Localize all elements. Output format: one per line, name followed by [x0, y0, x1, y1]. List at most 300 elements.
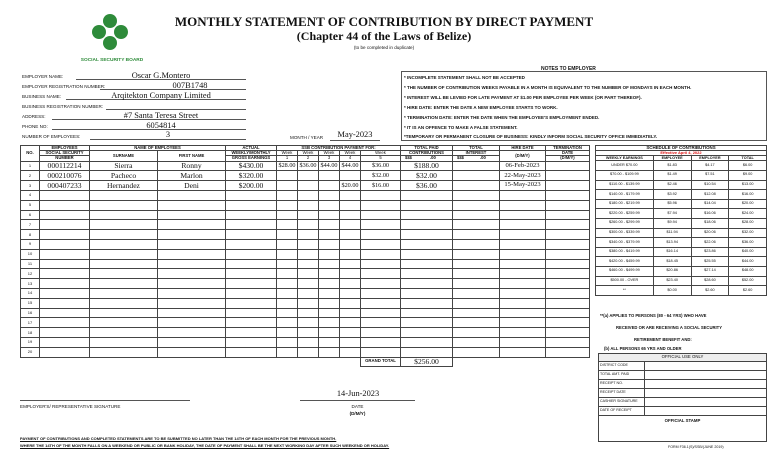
cell-gross	[226, 249, 277, 259]
col-actual-header: ACTUAL	[226, 146, 277, 151]
cell-surname	[90, 308, 158, 318]
cell-w4	[340, 347, 361, 357]
signature-line	[20, 400, 190, 401]
cell-total	[401, 279, 453, 289]
cell-surname	[90, 230, 158, 240]
schedule-cell: $340.00 - $379.99	[596, 238, 654, 248]
cell-ssn	[40, 239, 90, 249]
cell-term	[546, 181, 590, 191]
cell-gross: $200.00	[226, 181, 277, 191]
cell-w1	[277, 181, 298, 191]
cell-w3	[319, 269, 340, 279]
schedule-note-2: RECEIVED OR ARE RECEIVING A SOCIAL SECURITY	[616, 325, 723, 330]
logo-text: SOCIAL SECURITY BOARD	[80, 58, 144, 63]
cell-w1	[277, 249, 298, 259]
schedule-cell: $16.00	[729, 190, 767, 200]
cell-surname	[90, 259, 158, 269]
cell-w4	[340, 191, 361, 201]
cell-w2	[298, 200, 319, 210]
cell-hire	[500, 200, 546, 210]
cell-term	[546, 259, 590, 269]
schedule-cell: $22.06	[691, 238, 729, 248]
cell-no: 7	[21, 220, 40, 230]
cell-w5	[361, 337, 401, 347]
schedule-effective: Effective April 4, 2022	[596, 151, 767, 156]
table-row	[21, 239, 590, 249]
cell-hire	[500, 269, 546, 279]
cell-surname	[90, 269, 158, 279]
cell-w1	[277, 230, 298, 240]
schedule-col-header: EMPLOYEE	[653, 156, 691, 161]
schedule-cell: $24.00	[729, 209, 767, 219]
cell-gross	[226, 230, 277, 240]
cell-gross	[226, 259, 277, 269]
duplicate-note: (to be completed in duplicate)	[353, 45, 415, 50]
cell-ssn	[40, 220, 90, 230]
note-item: * TERMINATION DATE: ENTER THE DATE WHEN THE EMPLOYEE'S EMPLOYMENT ENDED.	[404, 115, 600, 120]
week-header: Week	[277, 151, 298, 156]
cell-no: 19	[21, 337, 40, 347]
cell-term	[546, 308, 590, 318]
schedule-cell: $7.51	[691, 171, 729, 181]
schedule-cell: $25.55	[691, 257, 729, 267]
table-row	[21, 328, 590, 338]
schedule-cell: $300.00 - $339.99	[596, 228, 654, 238]
cell-hire	[500, 308, 546, 318]
cell-w1	[277, 318, 298, 328]
cell-ssn	[40, 298, 90, 308]
cell-first: Deni	[158, 181, 226, 191]
cell-first	[158, 239, 226, 249]
cell-no: 9	[21, 239, 40, 249]
official-use-label: CASHIER SIGNATURE	[599, 398, 645, 407]
col-names-header: NAME OF EMPLOYEES	[90, 146, 226, 151]
cell-no: 11	[21, 259, 40, 269]
cell-w1	[277, 239, 298, 249]
cell-w5	[361, 328, 401, 338]
cell-term	[546, 220, 590, 230]
schedule-row	[596, 247, 767, 257]
table-row	[21, 337, 590, 347]
official-use-title: OFFICIAL USE ONLY	[599, 354, 767, 362]
cell-w4	[340, 337, 361, 347]
schedule-cell: $23.86	[691, 247, 729, 257]
col-first-header: FIRST NAME	[158, 151, 226, 161]
schedule-cell: $23.40	[653, 276, 691, 286]
cell-no: 15	[21, 298, 40, 308]
cell-interest	[453, 200, 500, 210]
cell-term	[546, 171, 590, 181]
cell-ssn	[40, 191, 90, 201]
phone-label: PHONE NO:	[22, 124, 48, 129]
schedule-table	[595, 145, 767, 296]
cell-surname	[90, 220, 158, 230]
cell-total	[401, 328, 453, 338]
official-use-label: RECEIPT NO.	[599, 380, 645, 389]
schedule-cell: $1.83	[653, 161, 691, 171]
cell-first: Marlon	[158, 171, 226, 181]
cell-term	[546, 347, 590, 357]
official-use-row	[599, 398, 767, 407]
note-item: * INCOMPLETE STATEMENT SHALL NOT BE ACCEPTED	[404, 75, 525, 80]
cell-term	[546, 269, 590, 279]
cell-no: 6	[21, 210, 40, 220]
schedule-cell: $27.14	[691, 266, 729, 276]
cell-gross	[226, 200, 277, 210]
cell-first: Ronny	[158, 161, 226, 171]
schedule-cell: $12.08	[691, 190, 729, 200]
cell-hire	[500, 318, 546, 328]
cell-w1	[277, 171, 298, 181]
schedule-cell: $11.94	[653, 228, 691, 238]
cell-gross	[226, 220, 277, 230]
schedule-row	[596, 228, 767, 238]
cell-total	[401, 318, 453, 328]
business-name-value: Arqitekton Company Limited	[111, 91, 211, 100]
cell-w4	[340, 249, 361, 259]
col-actual-header-2: WEEKLY/MONTHLY	[226, 151, 277, 156]
cell-w2: $36.00	[299, 161, 317, 169]
cell-term	[546, 328, 590, 338]
cell-w4	[340, 200, 361, 210]
cell-gross	[226, 298, 277, 308]
cell-w4	[340, 269, 361, 279]
cell-w4	[340, 308, 361, 318]
cell-interest	[453, 181, 500, 191]
schedule-cell: $48.00	[729, 266, 767, 276]
cell-total	[401, 210, 453, 220]
cell-hire: 15-May-2023	[500, 181, 546, 191]
business-name-label: BUSINESS NAME:	[22, 94, 62, 99]
cell-hire: 22-May-2023	[500, 171, 546, 181]
note-item: * HIRE DATE: ENTER THE DATE A NEW EMPLOYEE STARTS TO WORK.	[404, 105, 558, 110]
cell-w2	[298, 171, 319, 181]
cell-w4	[340, 328, 361, 338]
official-use-row	[599, 362, 767, 371]
schedule-cell: $9.00	[729, 171, 767, 181]
official-use-label: DISTRICT CODE	[599, 362, 645, 371]
cell-term	[546, 210, 590, 220]
cell-hire	[500, 279, 546, 289]
cell-w2	[298, 191, 319, 201]
cell-w4	[340, 210, 361, 220]
cell-first	[158, 337, 226, 347]
cell-first	[158, 279, 226, 289]
cell-no: 12	[21, 269, 40, 279]
schedule-cell: $44.00	[729, 257, 767, 267]
cell-interest	[453, 337, 500, 347]
week-header: Week	[298, 151, 319, 156]
cell-w3	[319, 288, 340, 298]
cell-w5	[361, 259, 401, 269]
date-format-label: (D/M/Y)	[349, 411, 366, 416]
official-use-row	[599, 371, 767, 380]
week-header: Week	[319, 151, 340, 156]
cell-w2	[298, 318, 319, 328]
cell-surname	[90, 249, 158, 259]
cell-no: 4	[21, 191, 40, 201]
schedule-row	[596, 238, 767, 248]
schedule-row	[596, 180, 767, 190]
cell-gross	[226, 210, 277, 220]
cell-w5	[361, 279, 401, 289]
schedule-cell: $180.00 - $219.99	[596, 199, 654, 209]
cell-w5	[361, 239, 401, 249]
cell-interest	[453, 210, 500, 220]
cell-surname: Pacheco	[90, 171, 158, 181]
cell-gross	[226, 279, 277, 289]
cell-total: $188.00	[401, 161, 453, 171]
cell-w3	[319, 249, 340, 259]
schedule-cell: $36.00	[729, 238, 767, 248]
schedule-row	[596, 218, 767, 228]
week-number: 4	[340, 156, 361, 161]
col-surname-header: SURNAME	[90, 151, 158, 161]
cell-ssn: 000112214	[40, 161, 90, 171]
official-use-value	[645, 407, 767, 416]
form-number: FORM F36.1(S)/SSB/(JUNE 2019)	[668, 445, 724, 449]
cell-interest	[453, 328, 500, 338]
cell-w3	[319, 210, 340, 220]
schedule-cell: $220.00 - $259.99	[596, 209, 654, 219]
cell-ssn: 000407233	[40, 181, 90, 191]
cell-surname	[90, 279, 158, 289]
cell-total	[401, 239, 453, 249]
notes-title: NOTES TO EMPLOYER	[541, 66, 596, 72]
cell-no: 1	[21, 161, 40, 171]
cell-w2	[298, 249, 319, 259]
cell-ssn	[40, 347, 90, 357]
employer-name-label: EMPLOYER NAME:	[22, 74, 64, 79]
cell-gross	[226, 191, 277, 201]
cell-no: 5	[21, 200, 40, 210]
cell-w4	[340, 259, 361, 269]
schedule-note-4: (b) ALL PERSONS 65 YRS AND OLDER	[604, 346, 682, 351]
schedule-cell: $40.00	[729, 247, 767, 257]
schedule-cell: $380.00 - $419.99	[596, 247, 654, 257]
table-row	[21, 210, 590, 220]
table-row	[21, 161, 590, 171]
cell-w3	[319, 220, 340, 230]
cell-interest	[453, 279, 500, 289]
col-ssn-header-3: NUMBER	[40, 156, 90, 161]
cell-hire	[500, 191, 546, 201]
cell-term	[546, 337, 590, 347]
cell-first	[158, 308, 226, 318]
cell-first	[158, 318, 226, 328]
cell-surname	[90, 191, 158, 201]
schedule-cell: $5.96	[653, 199, 691, 209]
col-actual-header-3: GROSS EARNINGS	[226, 156, 277, 161]
official-use-value	[645, 398, 767, 407]
cell-w2	[298, 259, 319, 269]
schedule-cell: $28.00	[729, 218, 767, 228]
cell-gross: $430.00	[226, 161, 277, 171]
week-number: 5	[361, 156, 401, 161]
cell-w2	[298, 239, 319, 249]
cell-interest	[453, 191, 500, 201]
cell-ssn	[40, 200, 90, 210]
cell-gross: $320.00	[226, 171, 277, 181]
cell-w3	[319, 191, 340, 201]
schedule-col-header: WEEKLY EARNINGS	[596, 156, 654, 161]
cell-w1	[277, 279, 298, 289]
total-currency: $$$	[405, 155, 412, 161]
note-item: * INTEREST WILL BE LEVIED FOR LATE PAYMENT AT $1.00 PER EMPLOYEE PER WEEK (OR PART THEREOF).	[404, 95, 642, 100]
week-number: 3	[319, 156, 340, 161]
cell-surname	[90, 239, 158, 249]
cell-w4	[340, 171, 361, 181]
cell-ssn: 000210076	[40, 171, 90, 181]
cell-ssn	[40, 279, 90, 289]
table-row	[21, 191, 590, 201]
cell-surname: Sierra	[90, 161, 158, 171]
schedule-row	[596, 190, 767, 200]
cell-hire	[500, 249, 546, 259]
cell-w3: $44.00	[320, 161, 338, 169]
cell-first	[158, 259, 226, 269]
cell-first	[158, 191, 226, 201]
cell-w1	[277, 191, 298, 201]
schedule-row	[596, 171, 767, 181]
official-use-label: TOTAL AMT. PAID	[599, 371, 645, 380]
cell-ssn	[40, 288, 90, 298]
schedule-cell: $13.94	[653, 238, 691, 248]
cell-w5	[361, 200, 401, 210]
cell-ssn	[40, 230, 90, 240]
month-year-line	[330, 140, 380, 141]
cell-w2	[298, 337, 319, 347]
cell-w1	[277, 200, 298, 210]
cell-no: 2	[21, 171, 40, 181]
table-row	[21, 298, 590, 308]
cell-ssn	[40, 328, 90, 338]
cell-surname	[90, 288, 158, 298]
cell-w2	[298, 181, 319, 191]
col-term-header: TERMINATION	[546, 146, 590, 151]
business-reg-line	[106, 109, 246, 110]
cell-total	[401, 269, 453, 279]
cell-w5	[361, 288, 401, 298]
cell-term	[546, 230, 590, 240]
schedule-cell: $14.04	[691, 199, 729, 209]
note-item: *TEMPORARY OR PERMANENT CLOSURE OF BUSINESS: KINDLY INFORM SOCIAL SECURITY OFFICE IMMEDIATELY.	[404, 134, 658, 139]
cell-gross	[226, 288, 277, 298]
col-term-header-3: (D/M/Y)	[546, 156, 590, 161]
cell-first	[158, 200, 226, 210]
cell-total	[401, 259, 453, 269]
address-label: ADDRESS:	[22, 114, 46, 119]
table-row	[21, 220, 590, 230]
cell-interest	[453, 269, 500, 279]
schedule-cell: $7.94	[653, 209, 691, 219]
schedule-cell: $52.00	[729, 276, 767, 286]
cell-w3	[319, 308, 340, 318]
schedule-col-header: TOTAL	[729, 156, 767, 161]
employer-reg-value: 007B1748	[172, 81, 208, 90]
week-number: 2	[298, 156, 319, 161]
cell-w3	[319, 337, 340, 347]
cell-ssn	[40, 210, 90, 220]
schedule-cell: $10.54	[691, 180, 729, 190]
page-title: MONTHLY STATEMENT OF CONTRIBUTION BY DIRECT PAYMENT	[174, 14, 594, 29]
cell-w5	[361, 347, 401, 357]
col-interest-header: TOTAL	[453, 146, 500, 151]
schedule-cell: $20.06	[691, 228, 729, 238]
schedule-col-header: EMPLOYER	[691, 156, 729, 161]
cell-hire	[500, 230, 546, 240]
schedule-cell: $2.46	[653, 180, 691, 190]
cell-no: 20	[21, 347, 40, 357]
schedule-cell: $20.00	[729, 199, 767, 209]
cell-first	[158, 269, 226, 279]
cell-w3	[319, 181, 340, 191]
schedule-cell: $500.00 - OVER	[596, 276, 654, 286]
schedule-cell: $20.86	[653, 266, 691, 276]
cell-surname: Hernandez	[90, 181, 158, 191]
schedule-cell: $32.00	[729, 228, 767, 238]
cell-surname	[90, 328, 158, 338]
schedule-cell: $460.00 - $499.99	[596, 266, 654, 276]
cell-w1	[277, 210, 298, 220]
table-row	[21, 181, 590, 191]
cell-w1	[277, 298, 298, 308]
cell-w1: $28.00	[278, 161, 296, 169]
cell-w4: $44.00	[341, 161, 359, 169]
cell-w1	[277, 347, 298, 357]
cell-no: 13	[21, 279, 40, 289]
cell-gross	[226, 318, 277, 328]
official-use-value	[645, 362, 767, 371]
schedule-cell: $420.00 - $459.99	[596, 257, 654, 267]
cell-interest	[453, 298, 500, 308]
cell-w5: $36.00	[361, 161, 401, 171]
schedule-cell: $9.94	[653, 218, 691, 228]
cell-hire	[500, 337, 546, 347]
schedule-cell: $16.06	[691, 209, 729, 219]
interest-cents: .00	[480, 155, 486, 161]
table-row	[21, 269, 590, 279]
official-use-value	[645, 380, 767, 389]
schedule-cell: $3.92	[653, 190, 691, 200]
table-row	[21, 288, 590, 298]
cell-hire: 06-Feb-2023	[500, 161, 546, 171]
cell-term	[546, 288, 590, 298]
signature-date-value: 14-Jun-2023	[336, 389, 380, 398]
cell-total	[401, 308, 453, 318]
cell-w5	[361, 318, 401, 328]
cell-total	[401, 220, 453, 230]
cell-term	[546, 191, 590, 201]
cell-w2	[298, 279, 319, 289]
schedule-row	[596, 209, 767, 219]
official-use-row	[599, 407, 767, 416]
cell-gross	[226, 239, 277, 249]
cell-interest	[453, 230, 500, 240]
cell-interest	[453, 288, 500, 298]
cell-w1	[277, 259, 298, 269]
official-use-label: RECEIPT DATE	[599, 389, 645, 398]
cell-w5	[361, 220, 401, 230]
cell-hire	[500, 220, 546, 230]
cell-w4	[340, 288, 361, 298]
cell-w1	[277, 269, 298, 279]
cell-total	[401, 337, 453, 347]
cell-w2	[298, 269, 319, 279]
official-use-table	[598, 353, 767, 442]
month-year-label: MONTH / YEAR	[290, 135, 324, 140]
cell-hire	[500, 288, 546, 298]
